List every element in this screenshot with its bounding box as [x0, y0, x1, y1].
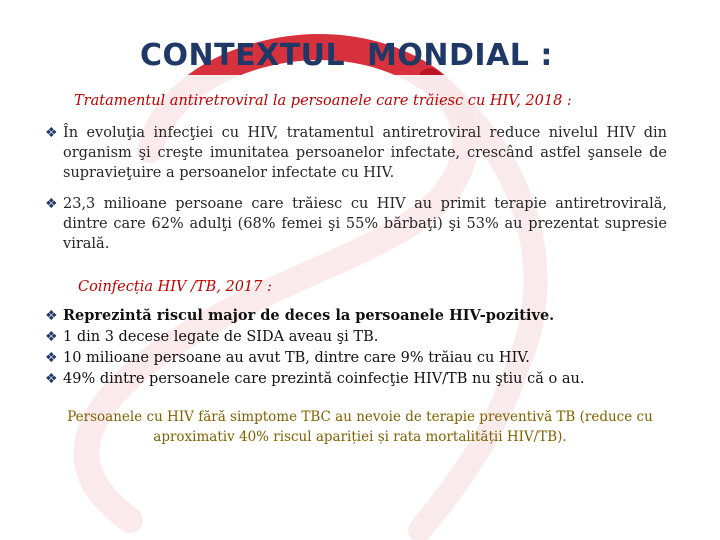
coinfection-list	[45, 306, 685, 390]
bullet-text: 23,3 milioane persoane care trăiesc cu HIV au primit terapie antiretrovirală, dintre care 62% adulţi (68% femei şi 55% bărbaţi) şi 53% au prezentat supresie virală.	[63, 196, 667, 252]
list-item-text: 49% dintre persoanele care prezintă coinfecţie HIV/TB nu ştiu că o au.	[63, 371, 585, 387]
diamond-bullet-icon: ❖	[45, 196, 58, 212]
list-item	[45, 348, 685, 369]
list-item-text: 1 din 3 decese legate de SIDA aveau şi TB.	[63, 329, 379, 345]
diamond-bullet-icon: ❖	[45, 308, 58, 324]
bullet-paragraph	[45, 194, 667, 254]
section-heading-coinfection: Coinfecția HIV /TB, 2017 :	[78, 279, 272, 295]
bullet-text: În evoluţia infecţiei cu HIV, tratamentul antiretroviral reduce nivelul HIV din organism şi creşte imunitatea persoanelor infectate, crescând astfel şansele de supravieţuire a persoanelor infectate cu HIV.	[63, 125, 667, 181]
diamond-bullet-icon: ❖	[45, 329, 58, 345]
list-item	[45, 369, 685, 390]
diamond-bullet-icon: ❖	[45, 371, 58, 387]
list-item-text: Reprezintă riscul major de deces la persoanele HIV-pozitive.	[63, 307, 555, 324]
slide-title: CONTEXTUL MONDIAL :	[140, 38, 553, 73]
diamond-bullet-icon: ❖	[45, 350, 58, 366]
list-item	[45, 327, 685, 348]
list-item	[45, 306, 685, 327]
bullet-paragraph	[45, 123, 667, 183]
diamond-bullet-icon: ❖	[45, 125, 58, 141]
footer-note: Persoanele cu HIV fără simptome TBC au nevoie de terapie preventivă TB (reduce cu aproximativ 40% riscul apariției și rata mortalității HIV/TB).	[67, 409, 653, 445]
section-heading-antiretroviral: Tratamentul antiretroviral la persoanele care trăiesc cu HIV, 2018 :	[74, 93, 572, 109]
list-item-text: 10 milioane persoane au avut TB, dintre care 9% trăiau cu HIV.	[63, 350, 530, 366]
